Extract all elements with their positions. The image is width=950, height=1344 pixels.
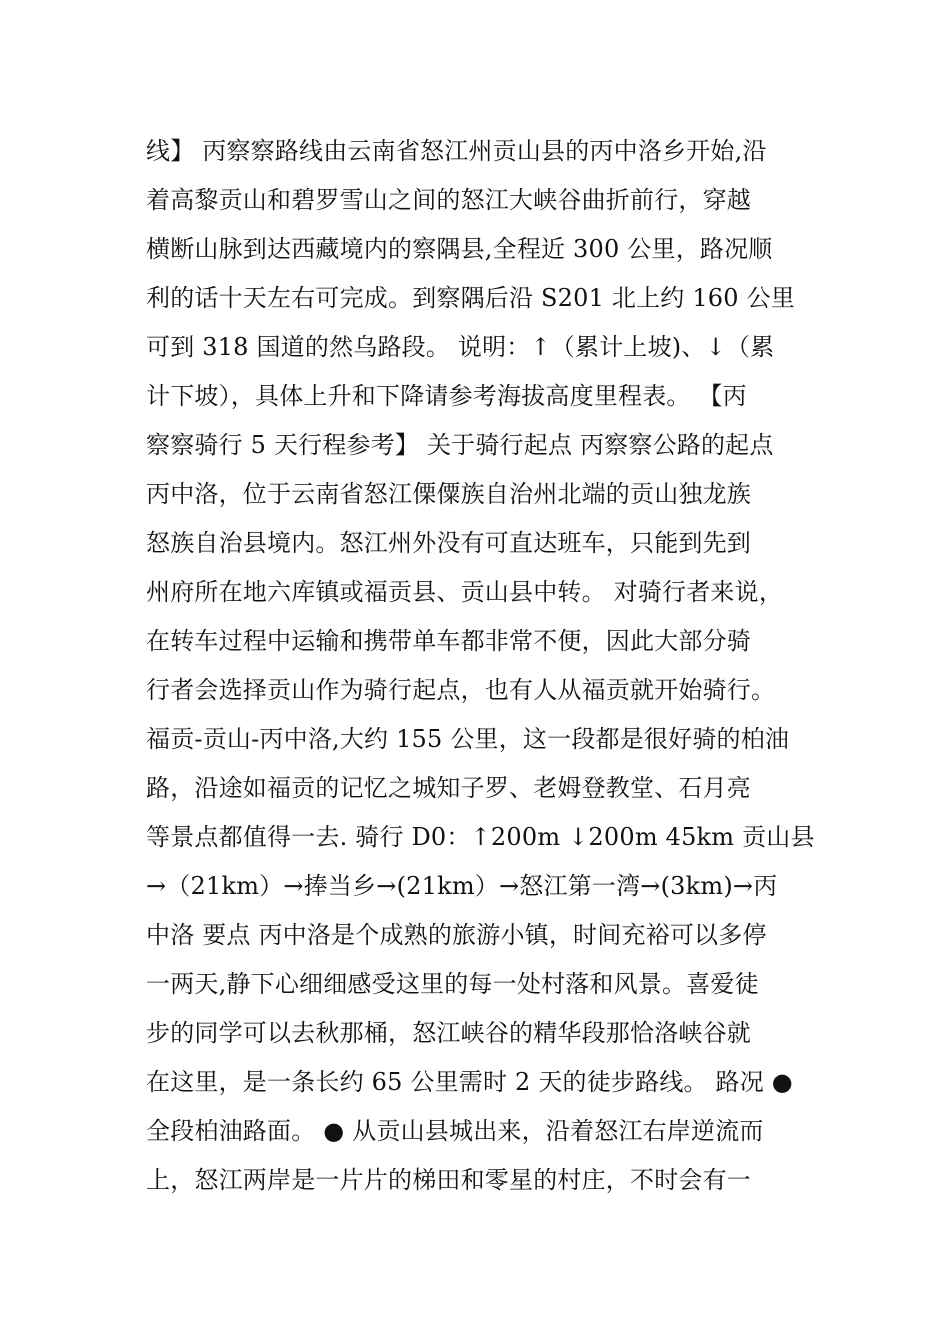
- text-line: 横断山脉到达西藏境内的察隅县,全程近 300 公里，路况顺: [146, 235, 773, 263]
- text-line: 全段柏油路面。 ● 从贡山县城出来，沿着怒江右岸逆流而: [146, 1117, 764, 1145]
- text-line: 利的话十天左右可完成。到察隅后沿 S201 北上约 160 公里: [146, 284, 795, 312]
- text-line: 可到 318 国道的然乌路段。 说明：↑（累计上坡)、↓（累: [146, 333, 775, 361]
- text-line: 着高黎贡山和碧罗雪山之间的怒江大峡谷曲折前行，穿越: [146, 186, 751, 214]
- text-line: 中洛 要点 丙中洛是个成熟的旅游小镇，时间充裕可以多停: [146, 921, 767, 949]
- text-line: 察察骑行 5 天行程参考】 关于骑行起点 丙察察公路的起点: [146, 431, 774, 459]
- text-line: 福贡-贡山-丙中洛,大约 155 公里，这一段都是很好骑的柏油: [146, 725, 790, 753]
- text-line: 一两天,静下心细细感受这里的每一处村落和风景。喜爱徒: [146, 970, 759, 998]
- text-line: 怒族自治县境内。怒江州外没有可直达班车，只能到先到: [146, 529, 751, 557]
- text-line: 在这里，是一条长约 65 公里需时 2 天的徒步路线。 路况 ●: [146, 1068, 793, 1096]
- text-line: 丙中洛，位于云南省怒江傈僳族自治州北端的贡山独龙族: [146, 480, 751, 508]
- body-text: [146, 127, 816, 1205]
- text-line: 在转车过程中运输和携带单车都非常不便，因此大部分骑: [146, 627, 751, 655]
- text-line: 行者会选择贡山作为骑行起点，也有人从福贡就开始骑行。: [146, 676, 776, 704]
- text-line: 路，沿途如福贡的记忆之城知子罗、老姆登教堂、石月亮: [146, 774, 751, 802]
- text-line: 等景点都值得一去. 骑行 D0：↑200m ↓200m 45km 贡山县: [146, 823, 815, 851]
- text-line: →（21km）→捧当乡→(21km）→怒江第一湾→(3km)→丙: [146, 872, 778, 900]
- text-line: 上，怒江两岸是一片片的梯田和零星的村庄，不时会有一: [146, 1166, 751, 1194]
- text-line: 步的同学可以去秋那桶，怒江峡谷的精华段那恰洛峡谷就: [146, 1019, 751, 1047]
- text-line: 州府所在地六库镇或福贡县、贡山县中转。 对骑行者来说，: [146, 578, 784, 606]
- text-line: 线】 丙察察路线由云南省怒江州贡山县的丙中洛乡开始,沿: [146, 137, 767, 165]
- text-line: 计下坡），具体上升和下降请参考海拔高度里程表。 【丙: [146, 382, 747, 410]
